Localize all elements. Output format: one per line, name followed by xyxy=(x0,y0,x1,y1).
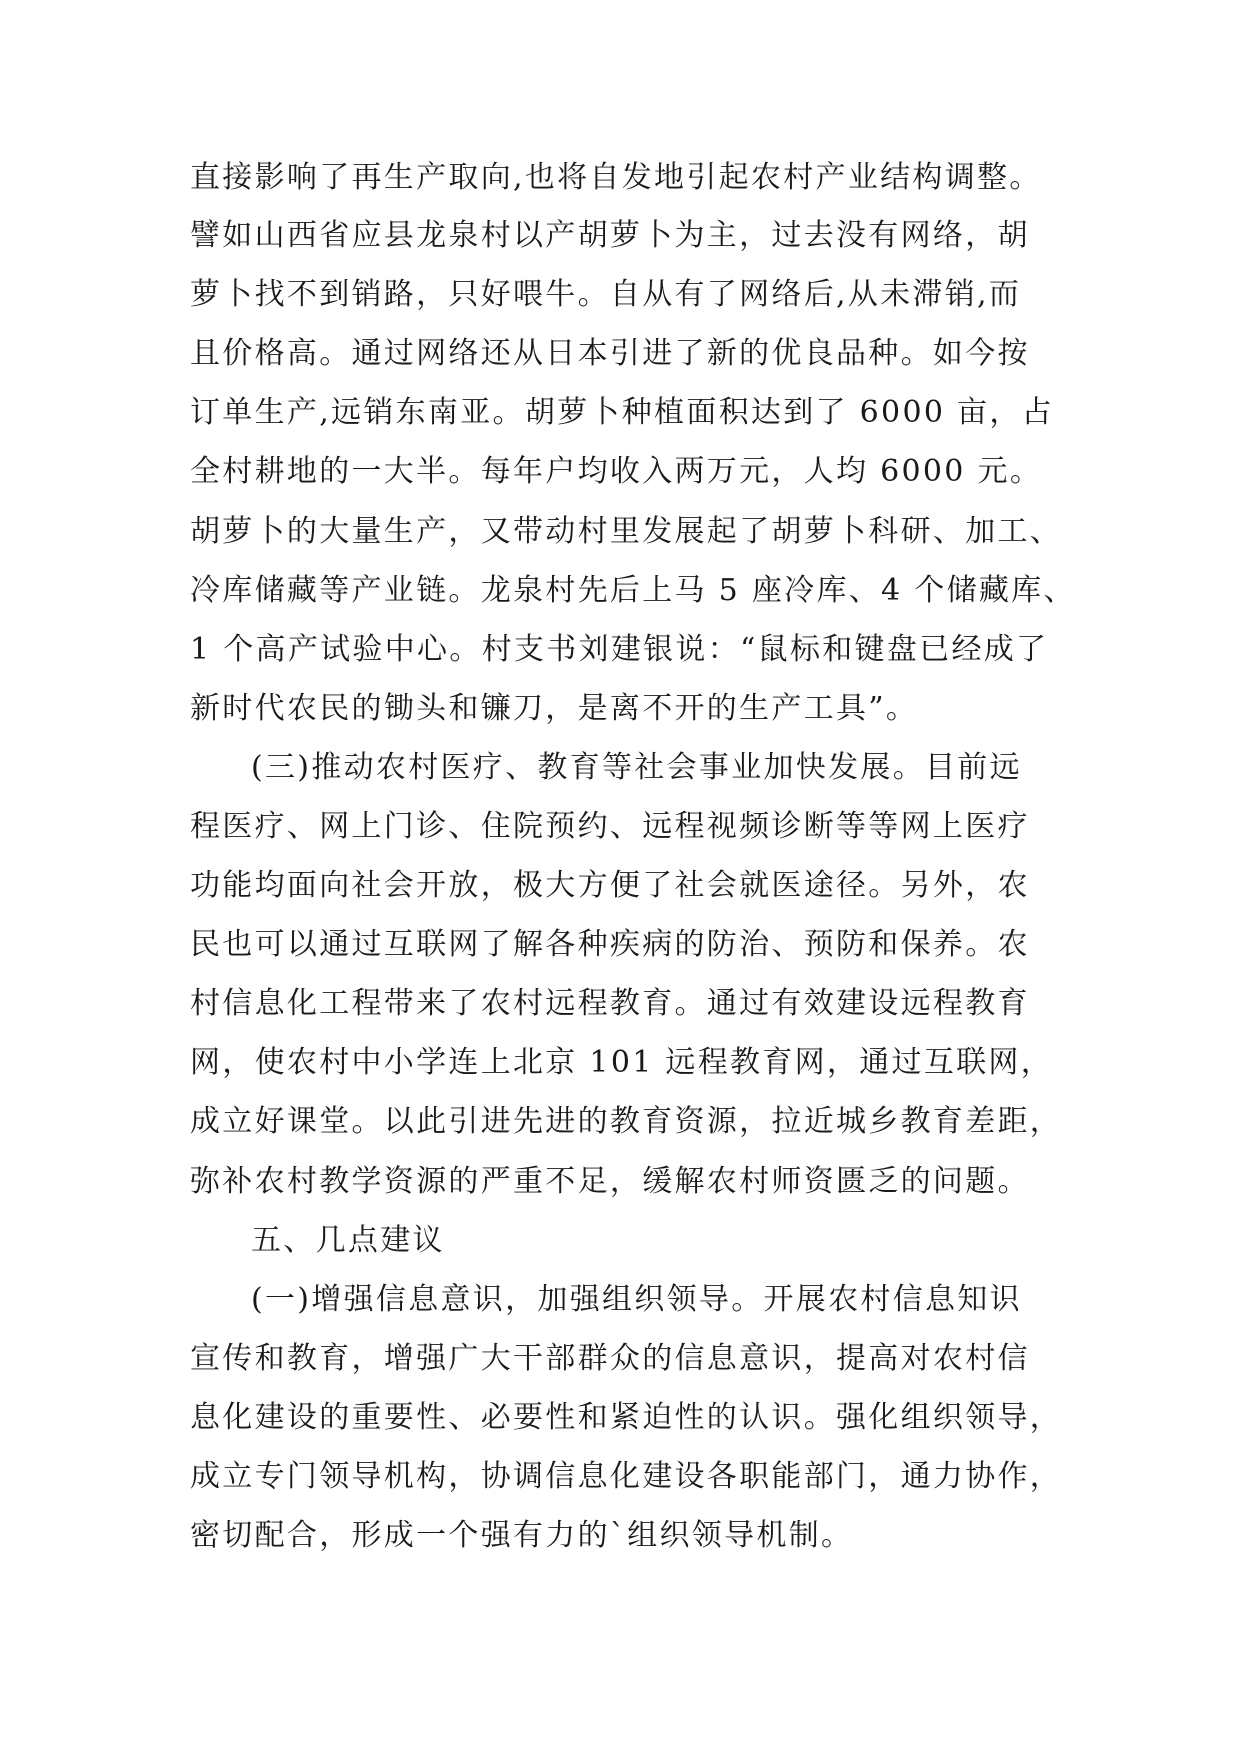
text-line: 宣传和教育，增强广大干部群众的信息意识，提高对农村信 xyxy=(190,1341,1030,1376)
text-line: 订单生产,远销东南亚。胡萝卜种植面积达到了 6000 亩，占 xyxy=(190,395,1054,430)
text-line: 且价格高。通过网络还从日本引进了新的优良品种。如今按 xyxy=(190,336,1030,371)
text-line: 功能均面向社会开放，极大方便了社会就医途径。另外，农 xyxy=(190,868,1030,903)
text-line: 息化建设的重要性、必要性和紧迫性的认识。强化组织领导， xyxy=(190,1400,1063,1435)
text-line: 村信息化工程带来了农村远程教育。通过有效建设远程教育 xyxy=(190,986,1030,1021)
text-line: 直接影响了再生产取向,也将自发地引起农村产业结构调整。 xyxy=(190,160,1042,195)
text-line: 程医疗、网上门诊、住院预约、远程视频诊断等等网上医疗 xyxy=(190,809,1030,844)
subsection-heading-1: (一)增强信息意识，加强组织领导。开展农村信息知识 xyxy=(251,1282,1022,1317)
text-line: 新时代农民的锄头和镰刀，是离不开的生产工具”。 xyxy=(190,691,919,726)
text-line: 成立好课堂。以此引进先进的教育资源，拉近城乡教育差距， xyxy=(190,1104,1063,1139)
text-line: 全村耕地的一大半。每年户均收入两万元，人均 6000 元。 xyxy=(190,454,1043,489)
text-line: 萝卜找不到销路，只好喂牛。自从有了网络后,从未滞销,而 xyxy=(190,277,1022,312)
text-line: 胡萝卜的大量生产，又带动村里发展起了胡萝卜科研、加工、 xyxy=(190,514,1063,549)
section-heading-5: 五、几点建议 xyxy=(251,1223,445,1258)
text-line: 密切配合，形成一个强有力的`组织领导机制。 xyxy=(190,1518,854,1553)
text-line: 网，使农村中小学连上北京 101 远程教育网，通过互联网， xyxy=(190,1045,1054,1080)
text-line: 弥补农村教学资源的严重不足，缓解农村师资匮乏的问题。 xyxy=(190,1164,1030,1199)
text-line: 1 个高产试验中心。村支书刘建银说：“鼠标和键盘已经成了 xyxy=(190,632,1049,667)
section-heading-3: (三)推动农村医疗、教育等社会事业加快发展。目前远 xyxy=(251,750,1022,785)
text-line: 譬如山西省应县龙泉村以产胡萝卜为主，过去没有网络，胡 xyxy=(190,218,1030,253)
text-line: 民也可以通过互联网了解各种疾病的防治、预防和保养。农 xyxy=(190,927,1030,962)
text-line: 冷库储藏等产业链。龙泉村先后上马 5 座冷库、4 个储藏库、 xyxy=(190,573,1076,608)
text-line: 成立专门领导机构，协调信息化建设各职能部门，通力协作， xyxy=(190,1459,1063,1494)
